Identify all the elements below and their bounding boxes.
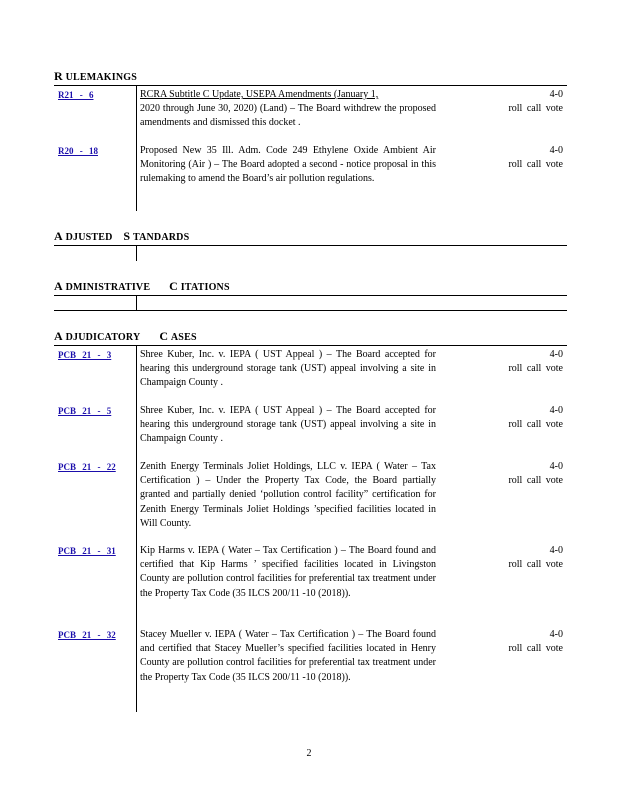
vote-result: 4-0 roll call vote: [508, 461, 563, 487]
docket-link[interactable]: PCB 21 - 5: [58, 406, 112, 416]
entry-description: Shree Kuber, Inc. v. IEPA ( UST Appeal ) – The Board accepted for hearing this underground storage tank (UST) appeal involving a site in Champaign County .: [140, 405, 436, 445]
administrative-citations-divider: [136, 296, 137, 310]
adjusted-standards-heading: A DJUSTED S TANDARDS: [54, 229, 190, 243]
adjudicatory-cases-rule: [54, 345, 567, 346]
docket-link[interactable]: PCB 21 - 3: [58, 350, 112, 360]
vote-result: 4-0 roll call vote: [508, 145, 563, 171]
entry-description: Zenith Energy Terminals Joliet Holdings, LLC v. IEPA ( Water – Tax Certification ) – Under the Property Tax Code, the Board partially granted and partially denied ‘pollution control facility” certification for Zenith Energy Terminals Joliet Holdings ’specified facilities located in Will County.: [140, 461, 436, 529]
docket-link[interactable]: PCB 21 - 32: [58, 630, 116, 640]
entry-description: Kip Harms v. IEPA ( Water – Tax Certification ) – The Board found and certified that Kip Harms ’ specified facilities located in Livingston County are pollution control facilities for preferential tax treatment under the Property Tax Code (35 ILCS 200/11 -10 (2018)).: [140, 545, 436, 599]
administrative-citations-rule: [54, 295, 567, 296]
vote-result: 4-0 roll call vote: [508, 405, 563, 431]
docket-link[interactable]: R20 - 18: [58, 146, 98, 156]
adjusted-standards-section: [54, 230, 567, 242]
administrative-citations-heading: A DMINISTRATIVE C ITATIONS: [54, 279, 230, 293]
vote-result: 4-0 roll call vote: [508, 629, 563, 655]
docket-link[interactable]: PCB 21 - 31: [58, 546, 116, 556]
rulemakings-rule: [54, 85, 567, 86]
rulemaking-entry: [54, 144, 567, 204]
page-number: 2: [306, 748, 312, 759]
entry-description: Proposed New 35 Ill. Adm. Code 249 Ethylene Oxide Ambient Air Monitoring (Air ) – The Board adopted a second - notice proposal in this rulemaking to amend the Board’s air pollution regulations.: [140, 145, 436, 185]
case-entry: [54, 544, 567, 616]
case-entry: [54, 348, 567, 392]
administrative-citations-bottom-rule: [54, 310, 567, 311]
vote-result: 4-0 roll call vote: [508, 349, 563, 375]
rulemakings-heading: R ULEMAKINGS: [54, 69, 138, 83]
docket-link[interactable]: R21 - 6: [58, 90, 94, 100]
rulemakings-section: [54, 69, 567, 185]
entry-description: Stacey Mueller v. IEPA ( Water – Tax Certification ) – The Board found and certified that Stacey Mueller’s specified facilities located in Henry County are pollution control facilities for preferential tax treatment under the Property Tax Code (35 ILCS 200/11 -10 (2018)).: [140, 629, 436, 683]
entry-title-line: RCRA Subtitle C Update, USEPA Amendments (January 1,: [140, 89, 379, 100]
administrative-citations-section: [54, 280, 567, 292]
adjudicatory-cases-heading: A DJUDICATORY C ASES: [54, 329, 197, 343]
adjusted-standards-divider: [136, 246, 137, 261]
entry-description: Shree Kuber, Inc. v. IEPA ( UST Appeal ) – The Board accepted for hearing this underground storage tank (UST) appeal involving a site in Champaign County .: [140, 349, 436, 389]
adjudicatory-cases-section: [54, 329, 567, 683]
case-entry: [54, 460, 567, 532]
docket-link[interactable]: PCB 21 - 22: [58, 462, 116, 472]
adjusted-standards-rule: [54, 245, 567, 246]
entry-description-text: 2020 through June 30, 2020) (Land) – The Board withdrew the proposed amendments and dismissed this docket .: [140, 103, 436, 129]
vote-result: 4-0 roll call vote: [508, 545, 563, 571]
entry-description: [140, 88, 436, 131]
case-entry: [54, 628, 567, 700]
rulemaking-entry: [54, 88, 567, 136]
vote-result: 4-0 roll call vote: [508, 89, 563, 115]
case-entry: [54, 404, 567, 448]
